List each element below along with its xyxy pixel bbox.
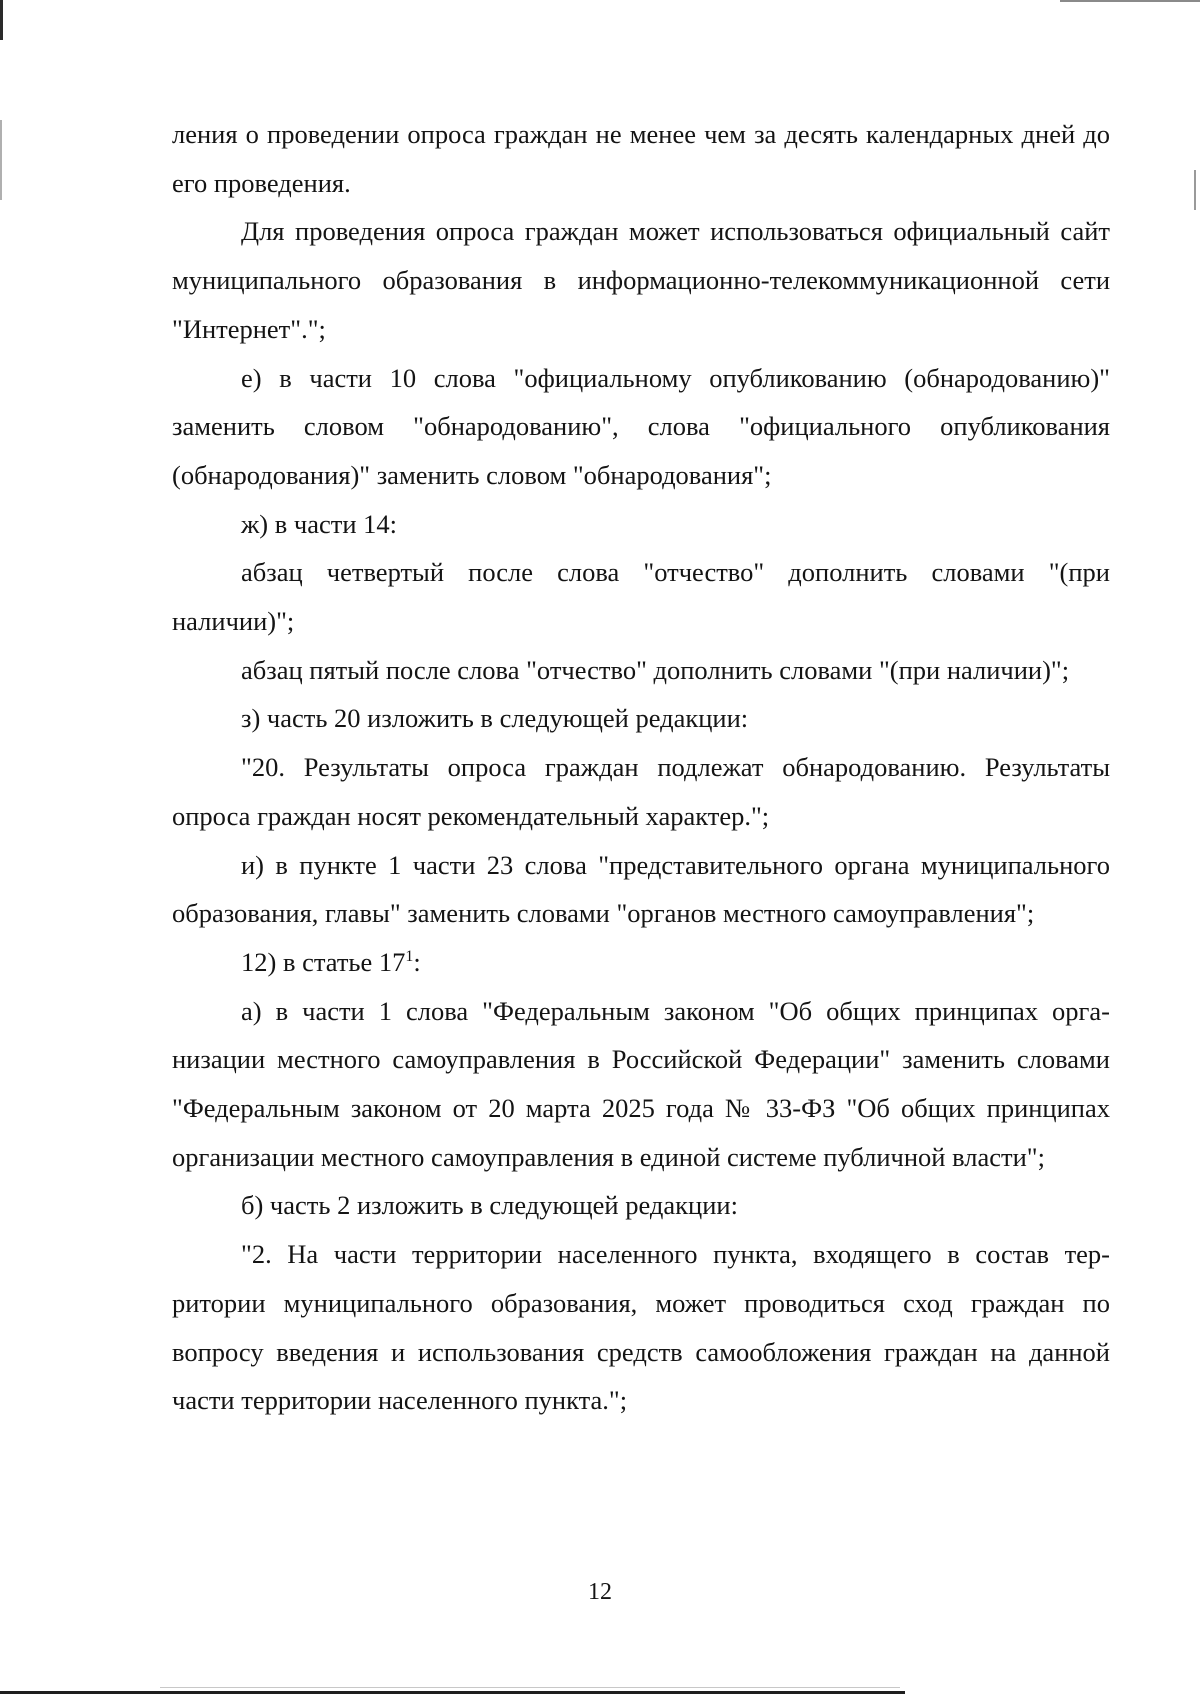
paragraph: б) часть 2 изложить в следующей редакции: bbox=[241, 1190, 738, 1221]
scan-edge-mark bbox=[0, 1691, 905, 1694]
paragraph: и) в пункте 1 части 23 слова "представительного органа муниципального образования, главы" заменить словами "органов местного самоуправления"; bbox=[172, 849, 1110, 929]
paragraph: абзац пятый после слова "отчество" дополнить словами "(при наличии)"; bbox=[241, 654, 1070, 685]
paragraph: "20. Результаты опроса граждан подлежат обнародованию. Результаты опроса граждан носят рекомендательный характер."; bbox=[172, 752, 1110, 831]
paragraph: Для проведения опроса граждан может использоваться официальный сайт муниципального образования в информационно-телекоммуникационной сети "Интернет"."; bbox=[172, 216, 1110, 344]
scan-edge-mark bbox=[0, 0, 3, 40]
article-heading-text: 12) в статье 17 bbox=[241, 946, 406, 977]
scan-edge-mark bbox=[0, 120, 2, 200]
article-superscript: 1 bbox=[405, 948, 414, 966]
page-number: 12 bbox=[588, 1579, 612, 1605]
paragraph: з) часть 20 изложить в следующей редакции: bbox=[241, 703, 749, 734]
scan-edge-mark bbox=[1194, 170, 1196, 210]
paragraph: а) в части 1 слова "Федеральным законом "Об общих принципах организации местного самоуправления в Российской Федерации" заменить словами "Федеральным законом от 20 марта 2025 года № 33-ФЗ "Об общих принципах организации местного самоуправления в единой системе публичной власти"; bbox=[172, 995, 1110, 1172]
paragraph: "2. На части территории населенного пункта, входящего в состав территории муниципального образования, может проводиться сход граждан по вопросу введения и использования средств самообложения граждан на данной части территории населенного пункта."; bbox=[172, 1239, 1110, 1416]
paragraph-continuation: ления о проведении опроса граждан не менее чем за десять календарных дней до его проведения. bbox=[172, 119, 1110, 198]
scan-edge-mark bbox=[1060, 0, 1200, 2]
scan-edge-mark bbox=[160, 1687, 900, 1688]
paragraph: абзац четвертый после слова "отчество" дополнить словами "(при наличии)"; bbox=[172, 557, 1110, 637]
paragraph: е) в части 10 слова "официальному опубликованию (обнародованию)" заменить словом "обнародованию", слова "официального опубликования (обнародования)" заменить словом "обнародования"; bbox=[172, 362, 1110, 490]
paragraph-article-heading bbox=[172, 938, 1110, 987]
paragraph: ж) в части 14: bbox=[241, 508, 397, 539]
document-body bbox=[172, 110, 1110, 1425]
article-heading-colon: : bbox=[413, 946, 421, 977]
